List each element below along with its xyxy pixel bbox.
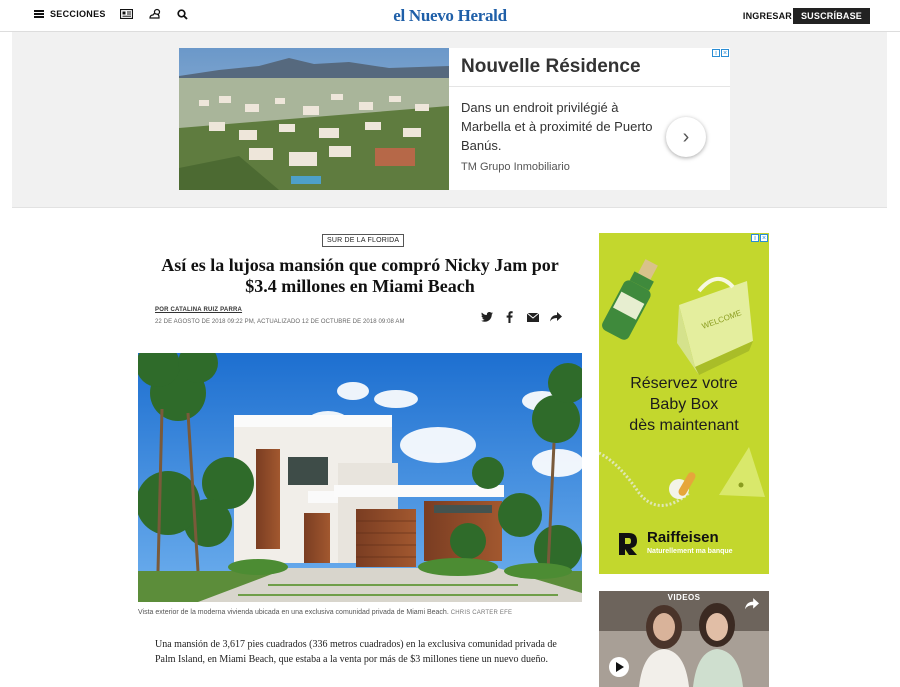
play-icon[interactable] [609,657,629,677]
side-ad-line-2: Baby Box [649,396,719,413]
side-ad-tagline: Naturellement ma banque [647,548,733,555]
side-ad-headline [599,373,769,436]
video-module[interactable] [599,591,769,687]
image-caption [138,609,512,616]
ad-divider [449,86,730,87]
caption-text: Vista exterior de la moderna vivienda ubicada en una exclusiva comunidad privada de Miami Beach. [138,609,449,616]
close-icon[interactable]: × [761,235,767,242]
site-logo[interactable]: el Nuevo Herald [393,6,507,25]
side-adchoices-badge[interactable] [751,234,768,242]
ad-title[interactable]: Nouvelle Résidence [461,56,641,77]
top-navigation-bar [0,0,900,32]
article-dateline: 22 DE AGOSTO DE 2018 09:22 PM, ACTUALIZADO 12 DE OCTUBRE DE 2018 09:08 AM [155,319,405,325]
side-ad-line-3: dès maintenant [629,417,739,434]
top-ad-band [12,32,887,208]
article-headline: Así es la lujosa mansión que compró Nicky Jam por $3.4 millones en Miami Beach [161,255,559,296]
side-ad[interactable] [599,233,769,574]
box-label-welcome: WELCOME [700,308,743,331]
top-ad[interactable] [179,48,730,190]
chevron-right-icon[interactable]: › [666,117,706,157]
mansion-photo [138,353,582,602]
ad-body: Dans un endroit privilégié à Marbella et à proximité de Puerto Banús. [461,100,653,153]
section-kicker[interactable]: SUR DE LA FLORIDA [322,234,404,247]
article-main-image[interactable] [138,353,582,602]
videos-label: VIDEOS [667,593,701,602]
caption-credit: CHRIS CARTER EFE [450,610,513,616]
ad-sponsor: TM Grupo Inmobiliario [461,161,570,173]
side-ad-line-1: Réservez votre [630,375,738,392]
close-icon[interactable]: × [722,50,728,57]
adchoices-badge[interactable] [712,49,729,57]
twitter-icon[interactable] [480,311,493,323]
adchoices-icon[interactable]: i [751,234,759,242]
share-arrow-icon[interactable] [549,311,562,323]
email-icon[interactable] [526,311,539,323]
article-byline[interactable]: POR CATALINA RUIZ PARRA [155,307,243,313]
adchoices-icon[interactable]: i [712,49,720,57]
raiffeisen-logo-icon [617,531,639,555]
subscribe-button[interactable]: SUSCRÍBASE [793,8,870,24]
ad-aerial-photo [179,48,449,190]
login-link[interactable]: INGRESAR [742,11,792,21]
video-share-icon[interactable] [745,597,759,615]
sections-label: SECCIONES [50,9,106,19]
share-tools [480,311,562,323]
facebook-icon[interactable] [503,311,516,323]
article-body-paragraph: Una mansión de 3,617 pies cuadrados (336 metros cuadrados) en la exclusiva comunidad privada de Palm Island, en Miami Beach, que estaba a la venta por más de $3 millones tiene un nuevo dueño. [155,639,557,665]
side-ad-brand: Raiffeisen [647,529,719,546]
